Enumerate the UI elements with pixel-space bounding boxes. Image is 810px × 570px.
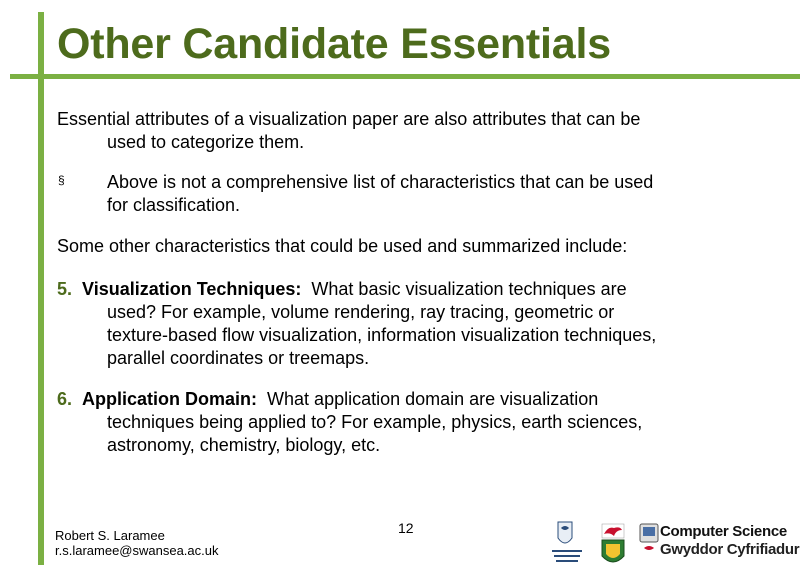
list-item bbox=[57, 278, 757, 370]
page-number: 12 bbox=[398, 520, 414, 536]
accent-vertical-bar bbox=[38, 12, 44, 565]
item-line: astronomy, chemistry, biology, etc. bbox=[107, 435, 381, 455]
swansea-crest-icon bbox=[552, 522, 582, 562]
welsh-dragon-icon bbox=[602, 524, 624, 538]
accent-horizontal-bar bbox=[10, 74, 800, 79]
item-heading: Visualization Techniques: bbox=[82, 279, 302, 299]
item-line: texture-based flow visualization, information visualization techniques, bbox=[107, 325, 657, 345]
footer-author: Robert S. Laramee bbox=[55, 528, 165, 543]
footer-author-block bbox=[55, 528, 219, 558]
lead-in-paragraph: Some other characteristics that could be used and summarized include: bbox=[57, 236, 628, 256]
footer-dept-logo-text bbox=[660, 523, 799, 559]
item-number: 6. bbox=[57, 389, 73, 409]
slide-title: Other Candidate Essentials bbox=[57, 20, 611, 68]
dept-name-en: Computer Science bbox=[660, 523, 787, 540]
bullet-marker: § bbox=[58, 173, 65, 187]
footer-email: r.s.laramee@swansea.ac.uk bbox=[55, 543, 219, 558]
item-line: parallel coordinates or treemaps. bbox=[107, 348, 370, 368]
item-number: 5. bbox=[57, 279, 73, 299]
bullet-line-1: Above is not a comprehensive list of characteristics that can be used bbox=[107, 172, 654, 192]
intro-paragraph bbox=[57, 108, 757, 154]
bullet-line-2: for classification. bbox=[107, 195, 241, 215]
bullet-paragraph bbox=[107, 171, 797, 217]
item-text-first: What application domain are visualization bbox=[267, 389, 599, 409]
intro-line-2: used to categorize them. bbox=[107, 132, 305, 152]
item-line: used? For example, volume rendering, ray tracing, geometric or bbox=[107, 302, 615, 322]
intro-line-1: Essential attributes of a visualization paper are also attributes that can be bbox=[57, 109, 641, 129]
dept-name-cy: Gwyddor Cyfrifiadur bbox=[660, 541, 800, 558]
item-text-first: What basic visualization techniques are bbox=[311, 279, 627, 299]
item-heading: Application Domain: bbox=[82, 389, 258, 409]
list-item bbox=[57, 388, 757, 457]
shield-crest-icon bbox=[602, 540, 624, 562]
computer-science-logo-icon bbox=[640, 524, 658, 550]
item-line: techniques being applied to? For example, physics, earth sciences, bbox=[107, 412, 643, 432]
